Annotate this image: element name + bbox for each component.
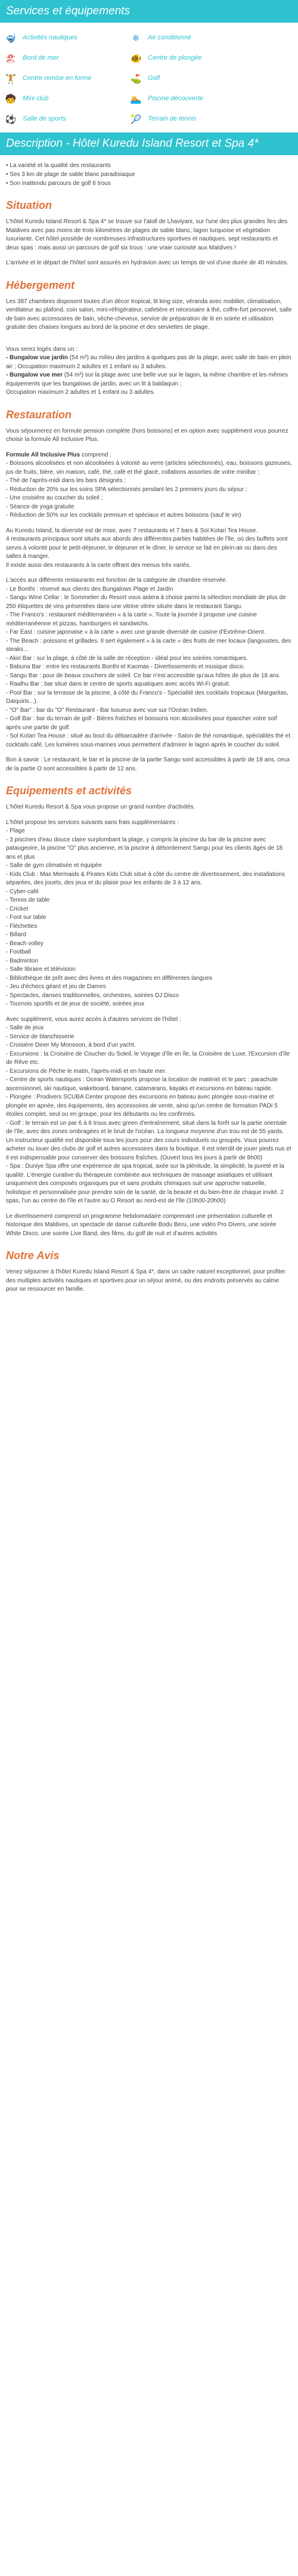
list-item: - Sol Kotari Tea House : situé au bout du débarcadère d'arrivée - Salon de thé romantique, spécialités thé et cocktails café. Les lumières sous-marines vous permettent d'admirer le lagon après le coucher du soleil. (6, 733, 291, 748)
list-item: - Tennis de table (6, 897, 50, 903)
list-item: - Plongée : Prodivers SCUBA Center propose des excursions en bateau avec plongée sous-marine et plongée en apnée, des équipements, des accessoires de vente, ainsi qu'un centre de formation PADI 5 étoiles complet, seul ou en groupe, pour les débutants ou les confirmés. (6, 1094, 278, 1118)
list-item: - Excursions de Pêche le matin, l'après-midi et en haute mer. (6, 1068, 167, 1075)
pool-icon: 🏊 (130, 94, 142, 104)
highlights-list (0, 155, 298, 188)
list-item: - 3 piscines d'eau douce claire surplombant la plage, y compris la piscine du bar de la piscine avec pataugeoire, la piscine "O" plus ancienne, et la piscine à débordement Sangu pour les clients âgés de 18 ans et plus (6, 836, 283, 860)
service-item (129, 31, 298, 45)
paid-services-list (6, 1024, 292, 1206)
list-item: - Far East : cuisine japonaise « à la carte » avec une grande diversité de cuisine d'Extrême-Orient. (6, 629, 266, 635)
services-grid (0, 23, 298, 132)
avis-text (0, 1268, 298, 1294)
paragraph: L'hôtel Kuredu Island Resort & Spa 4* se trouve sur l'atoll de Lhaviyani, sur l'une des plus grandes îles des Maldives avec pas moins de trois kilomètres de plages de sable blanc, lagon turquoise et végétation luxuriante. Cet hôtel possède de nombreuses infrastructures sportives et nautiques, sept restaurants et deux spas : mais aussi un parcours de golf six trous : une vraie curiosité aux Maldives ! (6, 218, 288, 251)
list-item: - Service de blanchisserie (6, 1033, 74, 1040)
equipements-text (0, 803, 298, 1238)
golf-icon: ⛳ (130, 73, 142, 84)
hebergement-text (0, 298, 298, 397)
restauration-text (0, 427, 298, 774)
list-item: - Billard (6, 931, 26, 938)
formula-lines (6, 459, 292, 520)
service-label: Activités nautiques (23, 34, 77, 42)
dumbbell-icon: 🏋 (5, 73, 17, 84)
restaurant-list (6, 585, 292, 750)
service-label: Air conditionné (148, 34, 191, 42)
list-item: - Plage (6, 828, 25, 834)
room-desc: (54 m²) sur la plage avec une belle vue sur le lagon, la même chambre et les mêmes équipements que les bungalows de jardin, avec un lit à baldaquin ; (6, 372, 288, 387)
beach-icon: 🏖 (5, 53, 17, 64)
service-item (129, 92, 298, 106)
diving-icon: 🐠 (130, 53, 142, 64)
snowflake-icon: ❄ (132, 33, 140, 44)
list-item: - Foot sur table (6, 914, 46, 921)
highlight-item: • La variété et la qualité des restaurants (6, 162, 111, 169)
service-item (4, 72, 129, 86)
service-item (4, 31, 129, 45)
paragraph: L'hôtel Kuredu Resort & Spa vous propose un grand nombre d'activités. (6, 804, 195, 810)
list-item: - Fléchettes (6, 923, 38, 930)
service-item (129, 112, 298, 127)
list-item: - "O" Bar" : bar du "O" Restaurant - Bar luxueux avec vue sur l'Océan Indien. (6, 707, 209, 714)
list-item: - Bibliothèque de prêt avec des livres et des magazines en différentes langues (6, 974, 213, 982)
services-header (0, 0, 298, 23)
paragraph: Bon à savoir : Le restaurant, le bar et la piscine de la partie Sangu sont accessibles à partir de 18 ans, ceux de la partie O sont accessibles à partir de 12 ans. (6, 757, 290, 772)
paragraph: L'hôtel propose les services suivants sans frais supplémentaires : (6, 819, 179, 826)
room-occupancy: Occupation maximum 2 adultes et 1 enfant ou 3 adultes. (6, 389, 156, 396)
paragraph: L'arrivée et le départ de l'hôtel sont assurés en hydravion avec un temps de vol d'une durée de 40 minutes. (6, 260, 288, 266)
list-item: - Cyber-café (6, 888, 39, 895)
highlight-item: • Son inattendu parcours de golf 6 trous (6, 180, 111, 187)
list-item: - Réduction de 20% sur les soins SPA sélectionnés pendant les 2 premiers jours du séjour ; (6, 486, 247, 493)
restauration-heading: Restauration (6, 408, 72, 421)
list-item: - Spectacles, danses traditionnelles, orchestres, soirées DJ Disco (6, 992, 179, 999)
list-item: - Tournois sportifs et de jeux de société, soirées jeux (6, 1001, 145, 1007)
tennis-icon: 🎾 (130, 114, 142, 125)
list-item: - Cricket (6, 905, 29, 912)
room-name: - Bungalow vue jardin (6, 354, 68, 361)
equipements-heading: Equipements et activités (6, 785, 132, 797)
list-item: - Thé de l'après-midi dans les bars désignés ; (6, 477, 126, 484)
list-item: - Salle de gym climatisée et équipée (6, 862, 102, 869)
paragraph: Les 387 chambres disposent toutes d'un décor tropical, lit king size, véranda avec mobilier, climatisation, ventilateur au plafond, coin salon, mini-réfrigérateur, cafetière et nécessaire à thé, coffre-fort personnel, salle de bain avec accessoires de bain, sèche-cheveux, service de préparation de lit en soirée et utilisation gratuite des chaises longues au bord de la piscine et des serviettes de plage. (6, 298, 292, 331)
paragraph: 4 restaurants principaux sont situés aux abords des différentes parties habitées de l'île, où des buffets sont servis à volonté pour le petit-déjeuner, le déjeuner et le dîner, le service se fait en plein-air ou dans des salles à manger. (6, 536, 288, 560)
paragraph: L'accès aux différents restaurants est fonction de la catégorie de chambre réservée. (6, 577, 228, 584)
service-item (129, 51, 298, 66)
list-item: - Jeu d'échecs géant et jeu de Dames (6, 983, 106, 990)
list-item: - The Franco's : restaurant méditerranéen « à la carte ». Toute la journée il propose une cuisine méditerranéenne et pizzas, hamburgers et sandwichs. (6, 612, 257, 627)
list-item: - Golf : le terrain est un par 6 à 6 trous avec green d'entraînement, situé dans la forêt sur la partie orientale de l'île, avec des zones ombragées et le bruit de l'océan. La longueur moyenne d'un trou est de 55 yards. Un instructeur qualifié est disponible tous les jours pour des cours individuels ou groupés. Vous pourrez acheter ou louer des clubs de golf et autres accessoires dans la boutique. Il est interdit de jouer pieds nus et il est indispensable pour conserver des boissons fraîches. (Ouvert tous les jours à partir de 8h00) (6, 1119, 291, 1161)
scuba-diver-icon: 🤿 (5, 33, 17, 44)
list-item: - Football (6, 949, 31, 955)
room-name: - Bungalow vue mer (6, 372, 63, 378)
list-item: - Badminton (6, 957, 38, 964)
service-item (4, 51, 129, 66)
list-item: - Sangu Bar : pour de beaux couchers de soleil. Ce bar n'est accessible qu'aux hôtes de plus de 18 ans. (6, 672, 281, 679)
service-label: Golf (148, 75, 160, 82)
paragraph: Vous séjournerez en formule pension complète (hors boissons) et en option avec supplément vous pourrez choisir la formule All Inclusive Plus. (6, 427, 288, 443)
free-services-list (6, 827, 292, 1009)
paragraph: Venez séjourner à l'hôtel Kuredu Island Resort & Spa 4*, dans un cadre naturel exceptionnel, pour profiter des multiples activités nautiques et sportives pour un séjour animé, ou des endroits préservés au calme pour se ressourcer en famille. (6, 1269, 285, 1292)
list-item: - Boissons alcoolisées et non alcoolisées à volonté au verre (articles sélectionnés), eau, boissons gazeuses, jus de fruits, bière, vin maison, café, thé, café et thé glacé, collations assorties de votre minibar ; (6, 460, 292, 476)
avis-heading: Notre Avis (6, 1250, 60, 1261)
list-item: - Kids Club : Max Mermaids & Pirates Kids Club situé à côté du centre de divertissement, des installations séparées, des jouets, des jeux et du plaisir pour les enfants de 3 à 12 ans. (6, 871, 285, 886)
service-item (4, 92, 129, 106)
paragraph: Vous serez logés dans un : (6, 345, 78, 353)
service-label: Piscine découverte (148, 95, 203, 103)
list-item: - Séance de yoga gratuite (6, 503, 74, 510)
description-header (0, 132, 298, 155)
list-item: - Raalhu Bar : bar situé dans le centre de sports aquatiques avec accès Wi-Fi gratuit. (6, 681, 231, 687)
list-item: - Centre de sports nautiques : Ocean Watersports propose la location de matériel et le parc : parachute ascensionnel, ski nautique, wakeboard, banane, catamarans, kayaks et excursions en bateau rapide. (6, 1076, 278, 1092)
highlight-item: • Ses 3 km de plage de sable blanc paradisiaque (6, 171, 135, 178)
service-label: Salle de sports (23, 115, 66, 123)
list-item: - Akiri Bar : sur la plage, à côté de la salle de réception - idéal pour les soirées romantiques. (6, 655, 248, 662)
room-sea (6, 371, 292, 388)
list-item: - Le Bonthi : réservé aux clients des Bungalows Plage et Jardin (6, 585, 173, 593)
service-label: Terrain de tennis (148, 115, 197, 123)
room-desc: (54 m²) au milieu des jardins à quelques pas de la plage, avec salle de bain en plein air ; Occupation maximum 2 adultes et 1 enfant ou 3 adultes. (6, 354, 291, 370)
sports-icon: ⚽ (5, 114, 17, 125)
situation-text (0, 218, 298, 268)
situation-heading: Situation (6, 199, 52, 211)
paragraph: Le divertissement comprend un programme hebdomadaire comprenant une présentation culturelle et historique des Maldives, un spectacle de danse culturelle Bodu Beru, une vidéo Pro Divers, une soirée White Disco, une soirée Live Band, des films, du golf de nuit et d'autres activités (6, 1213, 277, 1237)
paragraph: Il existe aussi des restaurants à la carte offrant des menus très variés. (6, 562, 191, 569)
service-label: Mini club (23, 95, 49, 103)
list-item: - Beach volley (6, 940, 44, 947)
list-item: - The Beach : poissons et grillades. Il sert également « à la carte » des fruits de mer locaux (langoustes, des steaks... (6, 637, 291, 653)
description-title: Description - Hôtel Kuredu Island Resort et Spa 4* (6, 137, 259, 150)
list-item: - Réduction de 50% sur les cocktails premium et spéciaux et autres boissons (sauf le vin) (6, 512, 241, 519)
service-label: Centre de plongée (148, 54, 202, 62)
service-item (129, 72, 298, 86)
service-item (4, 112, 129, 127)
paragraph: Au Kuredu Island, la diversité est de mise, avec 7 restaurants et 7 bars & Sol Kotari Tea House. (6, 527, 258, 534)
service-label: Bord de mer (23, 54, 59, 62)
list-item: - Pool Bar : sur la terrasse de la piscine, à côté du Franco's - Spécialité des cocktails tropicaux (Margaritas, Daiquiris...). (6, 689, 288, 705)
list-item: - Salle de jeux (6, 1025, 44, 1031)
formula-title: Formule All Inclusive Plus comprend : (6, 451, 111, 458)
list-item: - Excursions : la Croisière de Coucher du Soleil, le Voyage d'île en île, la Croisière de Luxe, l'Excursion d'île de Rêve etc. (6, 1050, 290, 1066)
hebergement-heading: Hébergement (6, 279, 75, 291)
list-item: - Une croisière au coucher du soleil ; (6, 495, 103, 501)
list-item: - Salle libraire et télévision (6, 966, 76, 973)
room-garden (6, 354, 292, 371)
paragraph: Avec supplément, vous aurez accès à d'autres services de l'hôtel : (6, 1016, 181, 1023)
list-item: - Sangu Wine Cellar : le Sommelier du Resort vous aidera à choisir parmi la sélection mondiale de plus de 250 étiquettes de vins présentées dans une vitrine vitrée située dans le restaurant Sangu. (6, 594, 286, 610)
service-label: Centre remise en forme (23, 75, 92, 82)
services-title: Services et équipements (6, 5, 131, 17)
list-item: - Babuna Bar : entre les restaurants Bonthi et Kaomas - Divertissements et musique disco. (6, 664, 245, 670)
list-item: - Spa : Duniye Spa offre une expérience de spa tropical, axée sur la plénitude, la simplicité, la pureté et la qualité. L'énergie curative du thérapeute combinée aux techniques de massage asiatiques et utilisant uniquement des composés organiques pur et sans produits chimiques suit une approche naturelle, holistique et personnalisée pour prendre soin de la santé, de la beauté et du bien-être de chaque invité. 2 spas, l'un au centre de l'île et l'autre au O Resort au nord-est de l'île (10h00-20h00) (6, 1163, 284, 1204)
kids-icon: 🧒 (5, 94, 17, 104)
list-item: - Croisière Diner My Monsoon, à bord d'un yacht. (6, 1042, 136, 1048)
list-item: - Golf Bar : bar du terrain de golf - Bières fraîches et boissons non alcoolisées pour épancher votre soif après une partie de golf. (6, 715, 277, 731)
